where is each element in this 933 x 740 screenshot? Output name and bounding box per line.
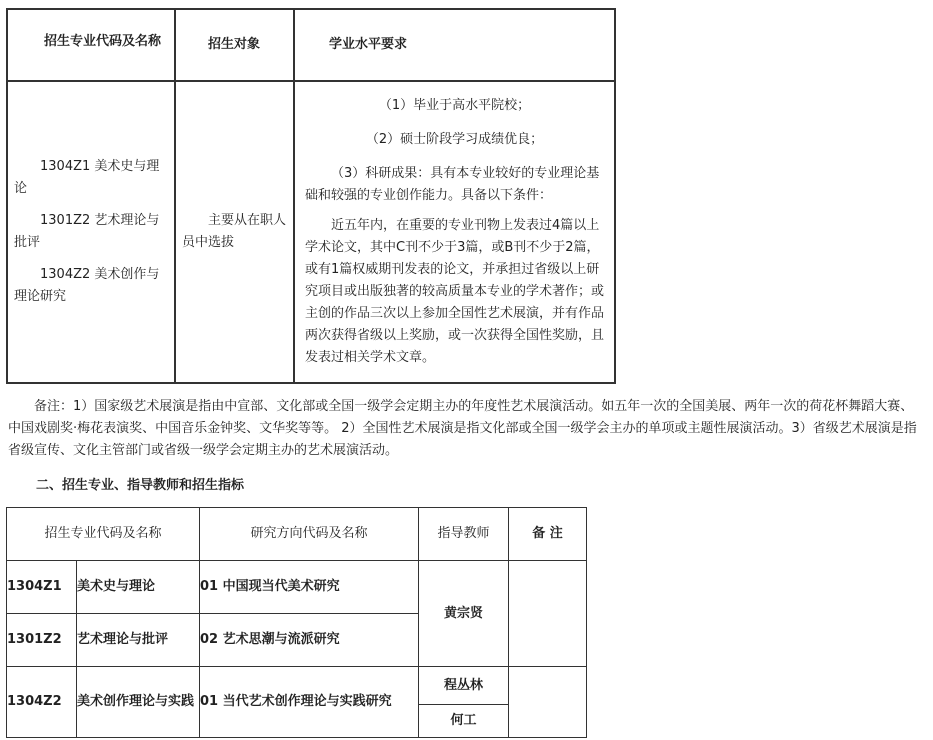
row2-name: 艺术理论与批评 (77, 614, 200, 667)
advisor-header-row (7, 508, 587, 561)
row3-code: 1304Z2 (7, 667, 77, 738)
advisor-1: 黄宗贤 (419, 561, 509, 667)
majors-cell (7, 81, 175, 383)
major-3: 1304Z2 美术创作与理论研究 (14, 267, 160, 304)
advisor-3: 何工 (419, 705, 509, 738)
target-text: 主要从在职人员中选拔 (182, 213, 287, 250)
requirements-body-row (7, 81, 615, 383)
row3-direction: 01 当代艺术创作理论与实践研究 (200, 667, 419, 738)
requirements-cell (294, 81, 615, 383)
row2-direction: 02 艺术思潮与流派研究 (200, 614, 419, 667)
header-remarks: 备 注 (509, 508, 587, 561)
req-2: （2）硕士阶段学习成绩优良； (365, 132, 544, 147)
header-major-text: 招生专业代码及名称 (44, 34, 162, 49)
section-title: 二、招生专业、指导教师和招生指标 (36, 478, 245, 493)
remarks-cell-1 (509, 561, 587, 667)
header-major-code: 招生专业代码及名称 (7, 508, 200, 561)
requirements-table (6, 8, 616, 384)
advisor-table (6, 507, 587, 738)
row2-code: 1301Z2 (7, 614, 77, 667)
major-1: 1304Z1 美术史与理论 (14, 159, 160, 196)
major-2: 1301Z2 艺术理论与批评 (14, 213, 160, 250)
row1-direction: 01 中国现当代美术研究 (200, 561, 419, 614)
advisor-2: 程丛林 (419, 667, 509, 705)
header-requirements: 学业水平要求 (294, 9, 615, 81)
row3-name: 美术创作理论与实践 (77, 667, 200, 738)
row1-name: 美术史与理论 (77, 561, 200, 614)
requirements-header-row (7, 9, 615, 81)
header-major (7, 9, 175, 81)
req-3: （3）科研成果：具有本专业较好的专业理论基础和较强的专业创作能力。具备以下条件： (305, 166, 600, 203)
header-advisor: 指导教师 (419, 508, 509, 561)
req-1: （1）毕业于高水平院校； (378, 98, 531, 113)
header-direction: 研究方向代码及名称 (200, 508, 419, 561)
note-paragraph: 备注：1）国家级艺术展演是指由中宣部、文化部或全国一级学会定期主办的年度性艺术展演活动。如五年一次的全国美展、两年一次的荷花杯舞蹈大赛、中国戏剧奖·梅花表演奖、中国音乐金钟奖、文华奖等等。 2）全国性艺术展演是指文化部或全国一级学会主办的单项或主题性展演活动。3）省级艺术展演是指省级宣传、文化主管部门或省级一级学会定期主办的艺术展演活动。 (8, 399, 917, 458)
table-row (7, 667, 587, 705)
req-4: 近五年内，在重要的专业刊物上发表过4篇以上学术论文，其中C刊不少于3篇，或B刊不少于2篇，或有1篇权威期刊发表的论文，并承担过省级以上研究项目或出版独著的较高质量本专业的学术著作；或主创的作品三次以上参加全国性艺术展演，并有作品两次获得省级以上奖励，或一次获得全国性奖励，且发表过相关学术文章。 (305, 218, 605, 365)
target-cell (175, 81, 294, 383)
header-target: 招生对象 (175, 9, 294, 81)
table-row (7, 561, 587, 614)
row1-code: 1304Z1 (7, 561, 77, 614)
remarks-cell-2 (509, 667, 587, 738)
